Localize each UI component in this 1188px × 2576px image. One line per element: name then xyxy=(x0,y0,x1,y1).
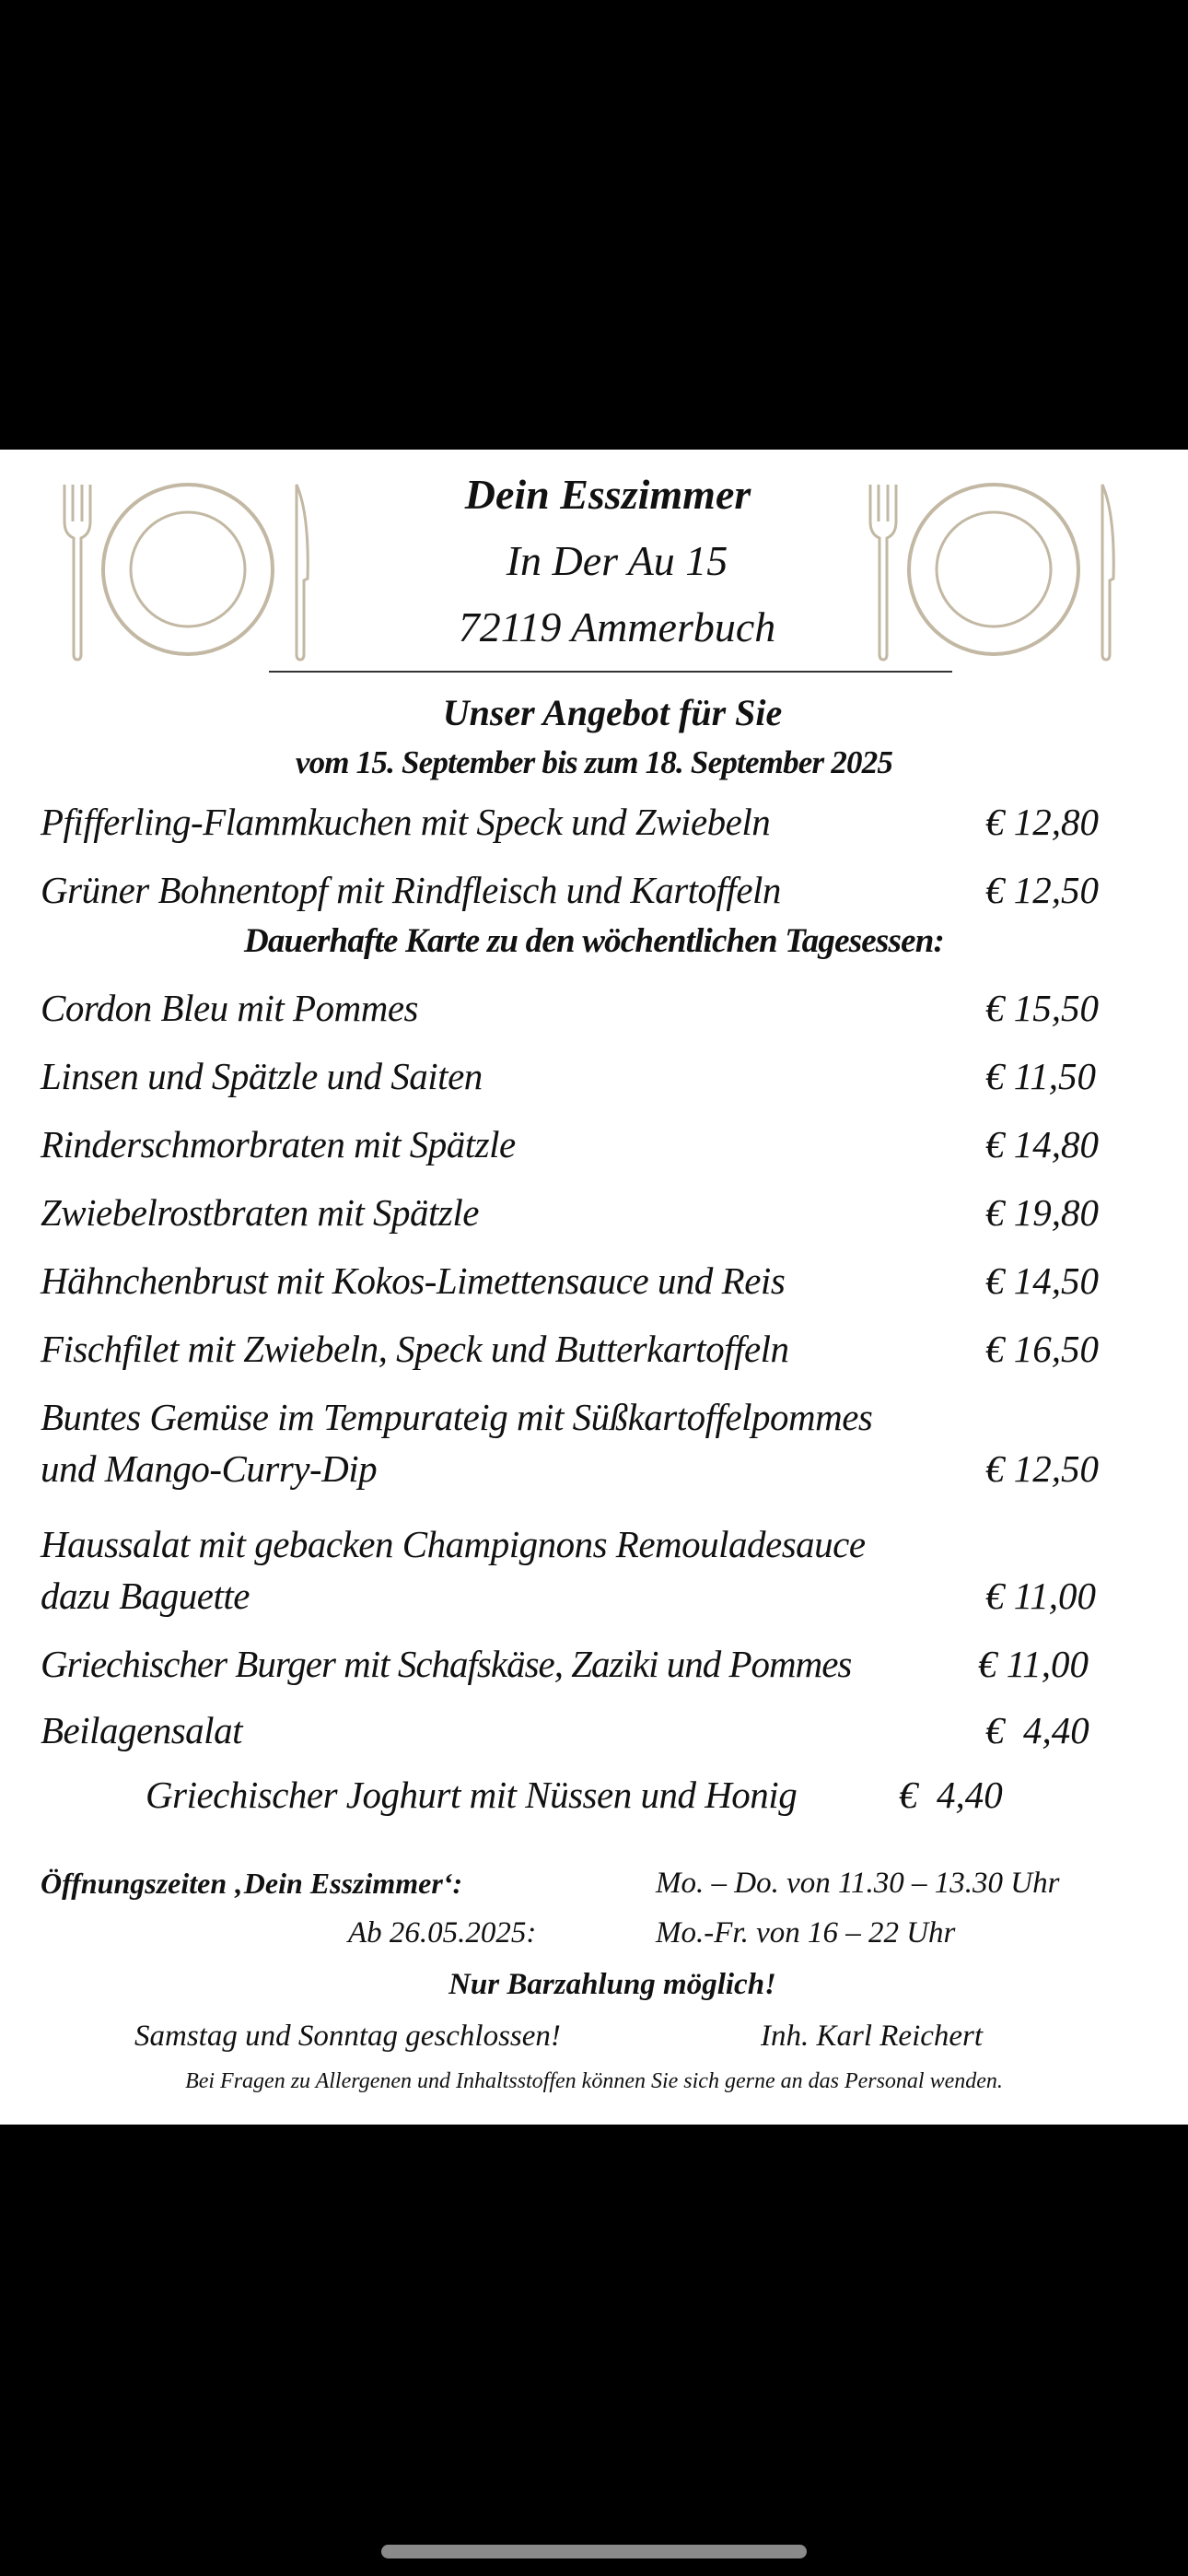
dessert-name: Griechischer Joghurt mit Nüssen und Honig xyxy=(146,1774,798,1816)
menu-item-name: Griechischer Burger mit Schafskäse, Zaziki und Pommes xyxy=(41,1643,852,1685)
fork-icon xyxy=(870,485,896,660)
allergen-notice: Bei Fragen zu Allergenen und Inhaltsstoffen können Sie sich gerne an das Personal wenden. xyxy=(185,2069,1003,2093)
menu-item-price: € 19,80 xyxy=(985,1191,1099,1234)
menu-item-price: € 11,00 xyxy=(978,1643,1089,1685)
offer-period: vom 15. September bis zum 18. September 2025 xyxy=(295,744,893,780)
menu-item-name: Beilagensalat xyxy=(41,1709,242,1751)
menu-item-name: Cordon Bleu mit Pommes xyxy=(41,987,418,1029)
header-divider xyxy=(269,671,952,673)
menu-item-price: € 14,50 xyxy=(985,1259,1099,1302)
menu-item-name-line2: und Mango-Curry-Dip xyxy=(41,1447,378,1490)
menu-item-price: € 16,50 xyxy=(985,1328,1099,1370)
cash-only-notice: Nur Barzahlung möglich! xyxy=(448,1968,776,2001)
restaurant-name: Dein Esszimmer xyxy=(464,471,751,518)
offer-title: Unser Angebot für Sie xyxy=(442,692,783,733)
menu-item-price: € 11,00 xyxy=(985,1575,1096,1617)
opening-hours-evening: Mo.-Fr. von 16 – 22 Uhr xyxy=(656,1916,956,1950)
menu-item-name-line1: Buntes Gemüse im Tempurateig mit Süßkartoffelpommes xyxy=(41,1396,873,1438)
closed-notice: Samstag und Sonntag geschlossen! xyxy=(134,2020,561,2053)
owner-name: Inh. Karl Reichert xyxy=(761,2020,984,2053)
menu-item-name: Fischfilet mit Zwiebeln, Speck und Butterkartoffeln xyxy=(41,1328,789,1370)
menu-item-name-line1: Haussalat mit gebacken Champignons Remouladesauce xyxy=(41,1523,866,1565)
place-setting-right xyxy=(861,477,1128,662)
fork-icon xyxy=(64,485,90,660)
restaurant-city: 72119 Ammerbuch xyxy=(458,603,776,650)
plate-icon xyxy=(103,485,273,654)
menu-item-price: € 12,50 xyxy=(985,869,1099,911)
menu-item-price: € 11,50 xyxy=(985,1055,1096,1097)
opening-hours-weekday: Mo. – Do. von 11.30 – 13.30 Uhr xyxy=(656,1867,1060,1900)
knife-icon xyxy=(1102,485,1113,660)
menu-item-name: Linsen und Spätzle und Saiten xyxy=(41,1055,483,1097)
knife-icon xyxy=(297,485,308,660)
opening-hours-label: Öffnungszeiten ‚Dein Esszimmer‘: xyxy=(41,1867,463,1900)
menu-item-name-line2: dazu Baguette xyxy=(41,1575,250,1617)
menu-item-price: € 4,40 xyxy=(985,1709,1089,1751)
menu-item-name: Grüner Bohnentopf mit Rindfleisch und Kartoffeln xyxy=(41,869,781,911)
menu-sheet xyxy=(0,450,1188,2125)
menu-item-name: Pfifferling-Flammkuchen mit Speck und Zwiebeln xyxy=(41,801,771,843)
opening-hours-from-label: Ab 26.05.2025: xyxy=(348,1916,537,1950)
menu-item-name: Hähnchenbrust mit Kokos-Limettensauce und Reis xyxy=(41,1259,786,1302)
menu-item-price: € 12,50 xyxy=(985,1447,1099,1490)
menu-item-name: Rinderschmorbraten mit Spätzle xyxy=(41,1123,516,1165)
menu-item-price: € 12,80 xyxy=(985,801,1099,843)
place-setting-left xyxy=(55,477,322,662)
dessert-price: € 4,40 xyxy=(899,1774,1003,1816)
home-indicator[interactable] xyxy=(381,2545,807,2558)
restaurant-street: In Der Au 15 xyxy=(506,537,728,584)
plate-icon xyxy=(909,485,1078,654)
menu-item-price: € 15,50 xyxy=(985,987,1099,1029)
permanent-menu-title: Dauerhafte Karte zu den wöchentlichen Tagesessen: xyxy=(243,922,945,960)
menu-item-name: Zwiebelrostbraten mit Spätzle xyxy=(41,1191,479,1234)
menu-item-price: € 14,80 xyxy=(985,1123,1099,1165)
